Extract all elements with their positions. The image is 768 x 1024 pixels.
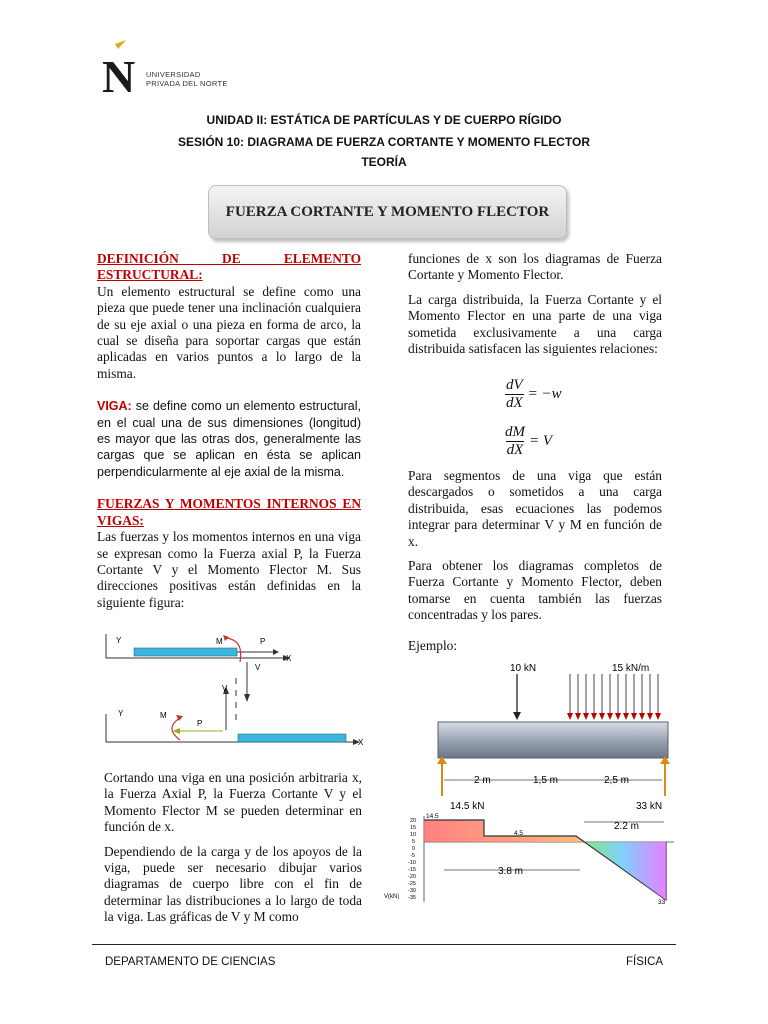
upper-p-arrow-head <box>273 649 279 655</box>
svg-text:-30: -30 <box>408 888 416 894</box>
lower-beam <box>238 734 346 742</box>
left-reaction-label: 14.5 kN <box>450 801 485 812</box>
internal-forces-figure <box>98 626 378 756</box>
svg-text:-10: -10 <box>408 860 416 866</box>
viga-label: VIGA: <box>97 399 132 414</box>
svg-text:-5: -5 <box>410 853 415 859</box>
ejemplo-label: Ejemplo: <box>408 637 458 653</box>
svg-text:0: 0 <box>412 846 416 852</box>
eq2-numerator: dM <box>505 424 525 440</box>
dim-1: 2 m <box>474 775 491 786</box>
lower-p-arrow-head <box>173 728 180 734</box>
footer-rule <box>92 944 676 945</box>
logo-line-2: PRIVADA DEL NORTE <box>146 79 228 88</box>
upper-v-arrow-head <box>244 694 250 702</box>
left-column <box>97 251 361 611</box>
shear-value-45: 4.5 <box>514 830 524 837</box>
funciones-text: funciones de x son los diagramas de Fuerza Cortante y Momento Flector. <box>408 251 662 283</box>
dim-2: 1,5 m <box>533 775 559 786</box>
label-x2: X <box>358 738 364 747</box>
logo-text <box>146 70 228 88</box>
university-logo <box>100 40 140 96</box>
point-load-label: 10 kN <box>510 663 537 674</box>
footer-department: DEPARTAMENTO DE CIENCIAS <box>105 956 276 968</box>
unit-heading: UNIDAD II: ESTÁTICA DE PARTÍCULAS Y DE CUERPO RÍGIDO <box>206 113 562 127</box>
definition-text: Un elemento estructural se define como una pieza que puede tener una inclinación cualquiera de su eje axial o una pieza en forma de arco, la cual se diseña para soportar cargas que están aplicadas en varios puntos a lo largo de la misma. <box>97 283 361 381</box>
svg-text:-35: -35 <box>408 895 416 901</box>
label-v2: V <box>222 684 228 693</box>
svg-text:N: N <box>102 51 136 96</box>
shear-value-145: 14.5 <box>426 813 439 820</box>
kind-heading: TEORÍA <box>361 155 407 169</box>
point-load-arrow-head <box>513 712 521 720</box>
eq1-rhs: = −w <box>527 386 562 402</box>
cortando-text: Cortando una viga en una posición arbitraria x, la Fuerza Axial P, la Fuerza Cortante V y el Momento Flector M se pueden determinar en función de x. <box>104 770 362 835</box>
eq2-denominator: dX <box>506 442 524 458</box>
shear-ticks <box>408 818 416 901</box>
definition-title: DEFINICIÓN DE ELEMENTO ESTRUCTURAL: <box>97 251 361 283</box>
dist-load-label: 15 kN/m <box>612 663 650 674</box>
label-p2: P <box>197 719 203 728</box>
section-banner: FUERZA CORTANTE Y MOMENTO FLECTOR <box>208 185 567 239</box>
label-y2: Y <box>118 709 124 718</box>
label-y1: Y <box>116 636 122 645</box>
segmentos-text: Para segmentos de una viga que están descargados o sometidos a una carga distribuida, esas ecuaciones las podemos integrar para determinar V y M en función de x. <box>408 468 662 549</box>
dependiendo-text: Dependiendo de la carga y de los apoyos de la viga, puede ser necesario dibujar varios diagramas de cuerpo libre con el fin de determinar las distribuciones a lo largo de toda la viga. Las gráficas de V y M como <box>104 843 362 925</box>
right-column <box>408 251 662 357</box>
session-heading: SESIÓN 10: DIAGRAMA DE FUERZA CORTANTE Y MOMENTO FLECTOR <box>177 135 591 149</box>
right-reaction-label: 33 kN <box>636 801 663 812</box>
fuerzas-text: Las fuerzas y los momentos internos en una viga se expresan como la Fuerza axial P, la Fuerza Cortante V y el Momento Flector M. Sus direcciones positivas están definidas en la siguiente figura: <box>97 529 361 610</box>
obtener-text: Para obtener los diagramas completos de Fuerza Cortante y Momento Flector, deben tomarse en cuenta también las fuerzas concentradas y los pares. <box>408 558 662 623</box>
viga-text: se define como un elemento estructural, en el cual una de sus dimensiones (longitud) es mayor que las otras dos, generalmente las cargas que se aplican en ésta se aplican perpendicularmente al eje axial de la misma. <box>97 399 361 479</box>
label-m2: M <box>160 711 167 720</box>
eq2-rhs: = V <box>529 433 553 449</box>
svg-text:-15: -15 <box>408 867 416 873</box>
example-figure <box>380 652 680 906</box>
equation-2 <box>505 424 552 459</box>
svg-text:-25: -25 <box>408 881 416 887</box>
svg-text:-20: -20 <box>408 874 416 880</box>
label-x1: X <box>286 654 292 663</box>
left-column-bottom <box>104 770 362 926</box>
shear-positive-area <box>424 820 586 842</box>
example-beam <box>438 722 668 758</box>
dim-38: 3.8 m <box>498 866 524 877</box>
eq1-numerator: dV <box>506 377 523 393</box>
svg-text:5: 5 <box>412 839 416 845</box>
label-p1: P <box>260 637 266 646</box>
fuerzas-title: FUERZAS Y MOMENTOS INTERNOS EN VIGAS: <box>97 496 361 528</box>
dim-22: 2.2 m <box>614 821 640 832</box>
carga-text: La carga distribuida, la Fuerza Cortante y el Momento Flector en una parte de una viga sometida exclusivamente a una carga distribuida satisfacen las siguientes relaciones: <box>408 291 662 357</box>
shear-value-33: 33 <box>658 899 666 906</box>
svg-text:10: 10 <box>410 832 417 838</box>
equation-1 <box>505 377 562 412</box>
footer-subject: FÍSICA <box>626 956 664 968</box>
logo-n-icon <box>100 40 140 96</box>
svg-text:20: 20 <box>410 818 417 824</box>
dist-load-arrows <box>567 674 661 720</box>
logo-line-1: UNIVERSIDAD <box>146 70 201 79</box>
label-v1: V <box>255 663 261 672</box>
shear-axis-label: V(kN) <box>384 894 400 900</box>
label-m1: M <box>216 637 223 646</box>
viga-paragraph <box>97 398 361 480</box>
eq1-denominator: dX <box>506 395 523 411</box>
upper-beam <box>134 648 237 656</box>
shear-negative-area <box>586 842 666 900</box>
svg-text:15: 15 <box>410 825 417 831</box>
dim-3: 2,5 m <box>604 775 630 786</box>
right-column-lower <box>408 468 662 654</box>
